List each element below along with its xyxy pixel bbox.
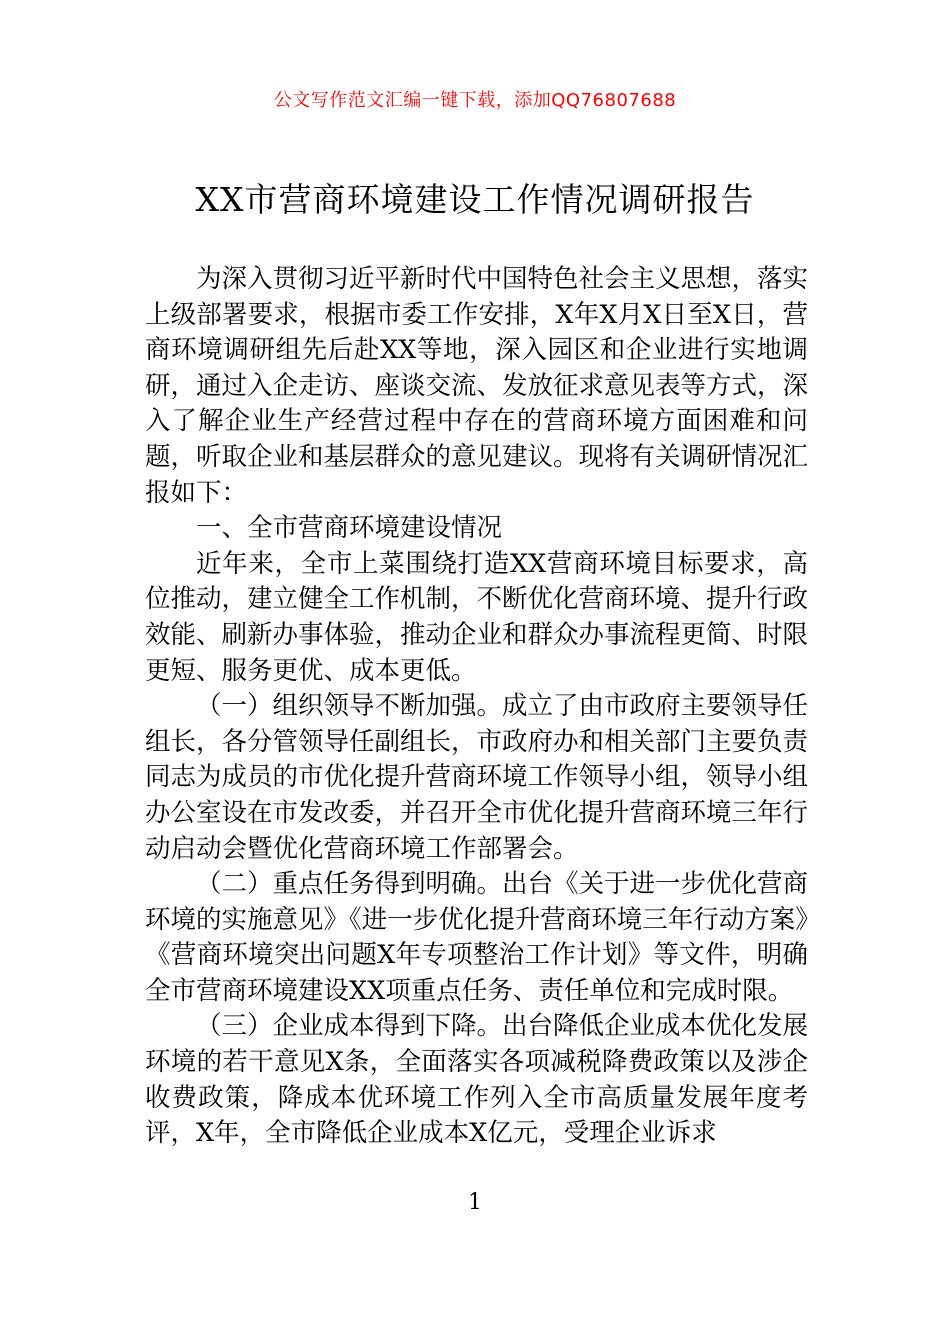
item-3-paragraph: （三）企业成本得到下降。出台降低企业成本优化发展环境的若干意见X条，全面落实各项减税降费政策以及涉企收费政策，降成本优环境工作列入全市高质量发展年度考评，X年，全市降低企业成本X亿元，受理企业诉求 <box>145 1011 809 1149</box>
section-heading: 一、全市营商环境建设情况 <box>196 513 503 544</box>
document-body <box>145 262 808 1152</box>
page-number: 1 <box>468 1190 482 1215</box>
overview-paragraph: 近年来，全市上菜围绕打造XX营商环境目标要求，高位推动，建立健全工作机制，不断优化营商环境、提升行政效能、刷新办事体验，推动企业和群众办事流程更简、时限更短、服务更优、成本更低。 <box>145 548 809 686</box>
download-banner: 公文写作范文汇编一键下载，添加QQ76807688 <box>273 90 677 111</box>
intro-paragraph: 为深入贯彻习近平新时代中国特色社会主义思想，落实上级部署要求，根据市委工作安排，X年X月X日至X日，营商环境调研组先后赴XX等地，深入园区和企业进行实地调研，通过入企走访、座谈交流、发放征求意见表等方式，深入了解企业生产经营过程中存在的营商环境方面困难和问题，听取企业和基层群众的意见建议。现将有关调研情况汇报如下： <box>145 264 809 508</box>
document-title: XX市营商环境建设工作情况调研报告 <box>195 180 755 219</box>
item-1-paragraph: （一）组织领导不断加强。成立了由市政府主要领导任组长，各分管领导任副组长，市政府办和相关部门主要负责同志为成员的市优化提升营商环境工作领导小组，领导小组办公室设在市发改委，并召开全市优化提升营商环境三年行动启动会暨优化营商环境工作部署会。 <box>145 691 809 864</box>
item-2-paragraph: （二）重点任务得到明确。出台《关于进一步优化营商环境的实施意见》《进一步优化提升营商环境三年行动方案》《营商环境突出问题X年专项整治工作计划》等文件，明确全市营商环境建设XX项重点任务、责任单位和完成时限。 <box>145 869 809 1006</box>
